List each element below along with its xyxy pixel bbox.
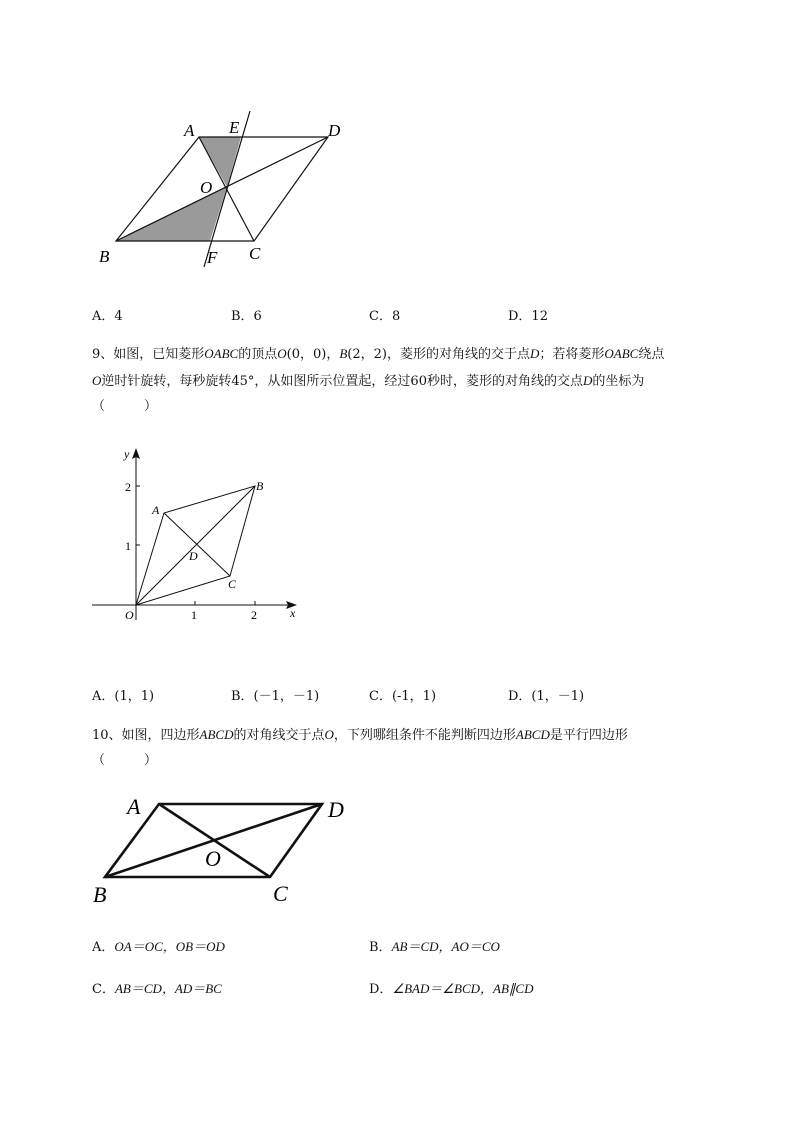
label-a: A — [127, 794, 141, 819]
q10-var: O — [324, 727, 334, 742]
label-c: C — [273, 881, 288, 906]
axis-label-y: y — [124, 447, 130, 461]
q9-stem-line1 — [92, 345, 664, 363]
q9-text: 的坐标为 — [592, 374, 645, 389]
q9-var: O — [277, 346, 287, 361]
label-c: C — [249, 244, 261, 263]
label-o: O — [205, 846, 221, 871]
option-expression: AB＝CD，AO＝CO — [391, 939, 500, 954]
q9-text: 绕点 — [638, 347, 665, 362]
option-expression: OA＝OC，OB＝OD — [114, 939, 225, 954]
option-prefix: B． — [369, 940, 392, 955]
q9-text: 逆时针旋转，每秒旋转45°，从如图所示位置起，经过60秒时，菱形的对角线的交点 — [101, 374, 583, 389]
q9-text: (0，0)， — [286, 347, 340, 362]
q10-stem-line1 — [92, 726, 628, 744]
label-b: B — [256, 479, 264, 493]
q10-text: 是平行四边形 — [549, 728, 628, 743]
q9-answer-blank: （ ） — [92, 399, 158, 414]
option-prefix: A． — [92, 940, 115, 955]
q9-var: OABC — [204, 346, 239, 361]
q10-text: ，下列哪组条件不能判断四边形 — [333, 728, 516, 743]
q9-var: B — [339, 346, 348, 361]
q9-text: 的顶点 — [238, 347, 278, 362]
label-c: C — [228, 577, 237, 591]
tick-label-x2: 2 — [251, 608, 257, 622]
q8-rhombus-figure — [90, 105, 360, 275]
label-f: F — [207, 248, 218, 267]
q9-coordinate-figure — [90, 445, 310, 625]
q9-text: ；若将菱形 — [539, 347, 605, 362]
label-o: O — [200, 178, 213, 197]
q10-option-c[interactable] — [92, 978, 222, 997]
tick-label-x1: 1 — [191, 608, 197, 622]
q9-stem-line2 — [92, 372, 644, 390]
q10-option-b[interactable] — [369, 936, 500, 955]
q10-text: 10、如图，四边形 — [92, 728, 200, 743]
q8-option-a[interactable]: A．4 — [92, 309, 123, 324]
option-expression: AB＝CD，AD＝BC — [114, 981, 222, 996]
label-d: D — [328, 797, 344, 822]
q9-text: (2，2)，菱形的对角线的交于点 — [347, 347, 530, 362]
q10-parallelogram-figure — [90, 790, 365, 915]
q8-option-d[interactable]: D．12 — [508, 309, 548, 324]
q9-var: O — [92, 373, 102, 388]
label-o: O — [125, 608, 134, 622]
q9-text: 9、如图，已知菱形 — [92, 347, 205, 362]
axis-label-x: x — [290, 606, 296, 620]
q10-option-a[interactable] — [92, 936, 225, 955]
label-b: B — [99, 247, 110, 266]
q9-var: D — [582, 373, 593, 388]
label-d: D — [189, 549, 198, 563]
tick-label-y1: 1 — [125, 539, 131, 553]
q10-option-d[interactable] — [369, 978, 533, 997]
label-e: E — [229, 118, 240, 137]
q9-option-a[interactable]: A．(1，1) — [92, 689, 155, 704]
q8-option-b[interactable]: B．6 — [231, 309, 262, 324]
label-b: B — [93, 882, 107, 907]
tick-label-y2: 2 — [125, 480, 131, 494]
q10-text: 的对角线交于点 — [233, 728, 325, 743]
option-prefix: C． — [92, 982, 115, 997]
option-expression: ∠BAD＝∠BCD，AB∥CD — [392, 981, 534, 996]
q9-option-d[interactable]: D．(1，－1) — [508, 689, 585, 704]
q9-option-b[interactable]: B．(－1，－1) — [231, 689, 320, 704]
label-d: D — [328, 121, 341, 140]
label-a: A — [152, 503, 160, 517]
label-a: A — [184, 121, 195, 140]
q10-var: ABCD — [515, 727, 550, 742]
q9-var: D — [529, 346, 540, 361]
q8-option-c[interactable]: C．8 — [369, 309, 401, 324]
q9-option-c[interactable]: C．(-1，1) — [369, 689, 437, 704]
option-prefix: D． — [369, 982, 393, 997]
q10-answer-blank: （ ） — [92, 753, 158, 768]
q10-var: ABCD — [199, 727, 234, 742]
q9-var: OABC — [604, 346, 639, 361]
